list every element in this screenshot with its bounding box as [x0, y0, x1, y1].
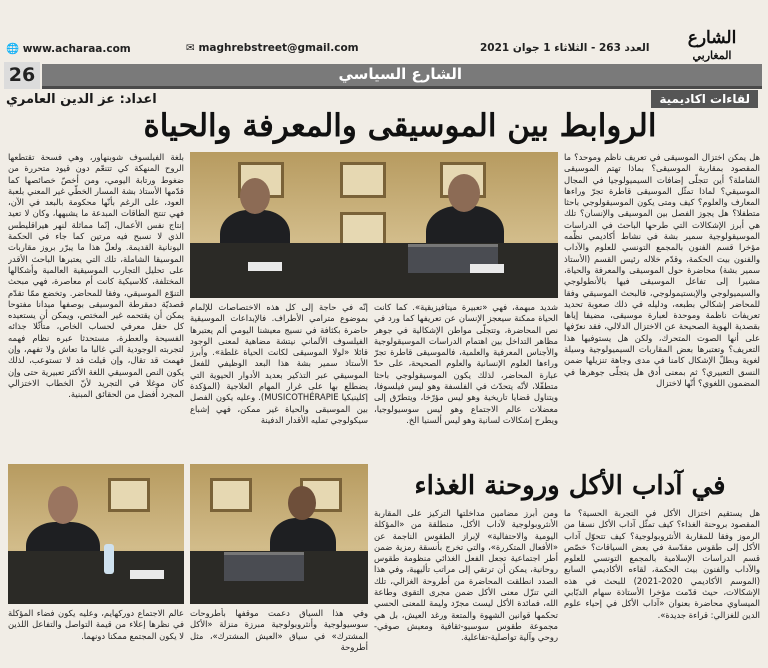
- category-badge: لقاءات اكاديمية: [651, 90, 758, 108]
- article2-col-left-right: وفي هذا السياق دعمت موقفها بأطروحات سوسيولوجية وأنثروبولوجية مبرزة منزلة «الأكل المشترك» في سياق «العيش المشترك»، مثل أطروحة: [190, 608, 368, 652]
- logo-top: الشارع: [687, 28, 737, 48]
- page-number: 26: [4, 62, 40, 89]
- article2-col-right: هل يستقيم اختزال الأكل في التجربة الحسية؟ ما المقصود بروحنة الغذاء؟ كيف تمثّل آداب الأكل نسقا من الرموز وفقا للمقاربة الأنثروبولوجية؟ كيف تتحوّل آداب الأكل إلى طقوس مقدّسة في بعض السياقات؟ خصّص قسم الدراسات الإسلامية بالمجمع التونسي للعلوم والآداب والفنون بيت الحكمة، لقاءه الأكاديمي السابع (الموسم الأكاديمي 2020-2021) للبحث في هذه الإشكالات، حيث قدّمت مؤخرا الأستاذة سهام الدبّابي الميساوي محاضرة بعنوان «آداب الأكل في إحياء علوم الدين للغزالي: قراءة جديدة».: [564, 508, 760, 620]
- newspaper-logo: [664, 30, 760, 62]
- bottom-photo-right: [190, 464, 368, 604]
- article1-col-right: هل يمكن اختزال الموسيقى في تعريف ناظم وموحد؟ ما المقصود بمقاربة الموسيقى؟ بماذا تهتم الموسيقى الشاملة؟ أين تتجلّى إضافات السيميولوجيا في المجال الموسيقي؟ لماذا تمثّل الموسيقى قاطرة تجرّ وراءها المعارف والعلوم؟ كيف ومتى يكون الموسيقولوجي باحثا متطفلا؟ هل يجوز الفصل بين الموسيقى والإنسان؟ تلك هي أبرز الإشكالات التي طرحها الباحث في الدراسات الموسيقولوجية سمير بشة في نشاط أكاديمي نظّمه مؤخرا قسم الفنون بالمجمع التونسي للعلوم والآداب والفنون بيت الحكمة، وقدّم خلاله رئيس القسم (الأستاذ سمير بشة) محاضرة حول الموسيقى والمعرفة والحياة، مشيرا إلى تفاعل الموسيقى فيها بالأنطولوجي والسيميولوجي والإبستيمولوجي، فالبحث الموسيقي وفقا للمحاضر إشكالي بطبعه، ودليله في ذلك صعوبة تحديد تعريفات ناظمة وموحدة لعبارة موسيقى، مضيفا إياها بقصدية الهوية الصحيحة عن الاختزال الدلالي، فقد نعرّفها على أنها الصوت المتحرك، ولكن هل يستوفيها هذا التعريف؟ وتعتبرها بعض المقاربات السيميولوجية وسيلة لغوية وبطلّ الإشكال كامنا في مدى وجاهة تنزيلها ضمن النسق التعبيري؟ ثم بمعنى أدق هل يتجلّى جوهرها في المضمون اللغوي؟ أنّها لاختزال: [564, 152, 760, 388]
- main-headline: الروابط بين الموسيقى والمعرفة والحياة: [143, 108, 657, 144]
- bottom-photo-left: [8, 464, 184, 604]
- section-bar: [42, 64, 762, 89]
- email-address[interactable]: ✉ maghrebstreet@gmail.com: [186, 42, 359, 54]
- page-header: [0, 0, 768, 62]
- website-text: www.acharaa.com: [22, 43, 131, 55]
- top-photo: [190, 152, 558, 298]
- byline: اعداد: عز الدين العامري: [6, 92, 157, 107]
- article1-col-mid-right: شديد مبهمة، فهي «تعبيرة ميتافيزيقية». كما كانت الحياة ممكنة سيعجز الإنسان عن تعريفها كما ورد في نص المحاضرة، وتتجلّى مواطن الإشكالية في جوهر مظاهر التداخل بين اهتمام الدراسات الموسيقولوجية والأجناس المعرفية والعلمية، فالموسيقى قاطرة تجرّ وراءها العلوم الإنسانية والعلوم الصحيحة، على حدّ عبارة المحاضر، لذلك يكون الموسيقولوجي باحثا متطفّلا، لأنّه يتحدّث في الفلسفة وهو ليس فيلسوفا، ويتناول قضايا تاريخية وهو ليس مؤرّخا، ويتطرّق إلى معضلات عالم الاجتماع وهو ليس سوسيولوجيا، ويطرح إشكالات لسانية وهو ليس ألسنيا الخ.: [374, 302, 558, 425]
- issue-info: العدد 263 - الثلاثاء 1 جوان 2021: [480, 42, 650, 54]
- article2-col-left-left: عالم الاجتماع دوركهايم، وعليه يكون فضاء المؤكلة في نظرها إعلاء من قيمة التواصل والتفاعل اللذين لا يكون المجتمع ممكنا دونهما.: [8, 608, 184, 641]
- email-text: maghrebstreet@gmail.com: [198, 42, 359, 54]
- section-title: الشارع السياسي: [338, 65, 462, 83]
- website-url[interactable]: 🌐 www.acharaa.com: [6, 43, 131, 55]
- logo-bottom: المغاربي: [692, 49, 732, 62]
- article2-col-mid: ومن أبرز مضامين مداخلتها التركيز على المقاربة الأنثروبولوجية لآداب الأكل، منطلقة من «المؤكلة اليومية والاحتفالية» لإبراز الطقوس الناجمة عن «الأفعال المتكررة»، والتي تخرج بأنسقة رمزية ضمن أطر اجتماعية تجعل الفعل الغذائي منظومة طقوس روحانية، يمكن أن ترتقي إلى مراتب تأليهية، وفي هذا الصدد انطلقت المحاضرة من أطروحة الغزالي، تلك التي تنزّل معنى الأكل ضمن مجرى التقوى وطاعة الله، فمائدة الأكل ليست مجرّد وليمة للمعنى الحسي تحكمها قوانين الشهوة والمتعة ورغد العيش، بل هي مجموعة طقوس سوسيو-ثقافية ومعيش صوفي-روحي وآلية تواصلية-تفاعلية.: [374, 508, 558, 643]
- article1-col-left: بلغة الفيلسوف شوبنهاور، وهي فسحة تقتطعها الروح المنهكة كي تتنعّم دون قيود متحررة من ضغوط ورتابة اليومي، ومن أخصّ خصائصها كما قدّمها الأستاذ بشة المسار الخطّي غير المعني بلعبة العود، على الرغم بأنّها محكومة بالبعد في الآن، فهي تنتج الطاقات المبدعة ما يشبهها، وكان لا تعيد إنتاج نفس الأعمال، إنّما مماثلة لنهر هيراقليطس الذي لا نسبح فيه مرتين كما جاء في الحكمة اليونانية القديمة. ولعلّ هذا ما يبرّر بروز مقاربات الموسيقا الشاملة، تلك التي يعتبرها الباحث الأقدر على تحليل التجارب الموسيقية العالمية وأشكالها المختلفة، كلاسيكية كانت أم معاصرة، فهي مبحث التنوّع الموسيقي، وفقا للمحاضر. وتخضع ممّا تقدّم قصديّة دمقرطة الموسيقى بوصفها ميدانا مفتوحا يمكن أن يقتحمه غير المختص، ويمكن أن يستعيده كل حقل معرفي لحساب الخاص، متأثّلا جذائه الفسيحة والعطرة، مستحدثا عبره نظام فهمه لتجربته الوجودية التي غالبا ما تعاش ولا تفهم، وإن فهمت قد تقال، وإن قيلت قد لا تستوعب، لذلك يكون النص الموسيقي اللغة الأكثر تعبيرية حتى وإن كان موغلا في التجريد لأنّ الخطاب الاختزالي المجرد أفضل من الحقائق المبنية.: [8, 152, 184, 400]
- article1-col-mid-left: إنّه في حاجة إلى كل هذه الاختصاصات للإلمام بموضوع مترامي الأطراف. فالإبداعات الموسيقية حاضرة بكثافة في نسيج معيشنا اليومي ألم يعتبرها الفيلسوف الألماني نيتشة مضاهية لمعنى الوجود قائلا «لولا الموسيقى لكانت الحياة غلطة». وأبرز الأستاذ سمير بشة هذا البعد الوظيفي للفعل الموسيقي عبر التذكير بعديد الأدوار الحيوية التي يضطلع بها على غرار المهام العلاجية (المؤكدة إكلينيكيا MUSICOTHÉRAPIE). وعليه يكون الفصل بين الموسيقى والحياة غير ممكن، فهي إشباع سيكولوجي تمليه الأقدار الدفينة: [190, 302, 368, 425]
- second-headline: في آداب الأكل وروحنة الغذاء: [414, 471, 726, 501]
